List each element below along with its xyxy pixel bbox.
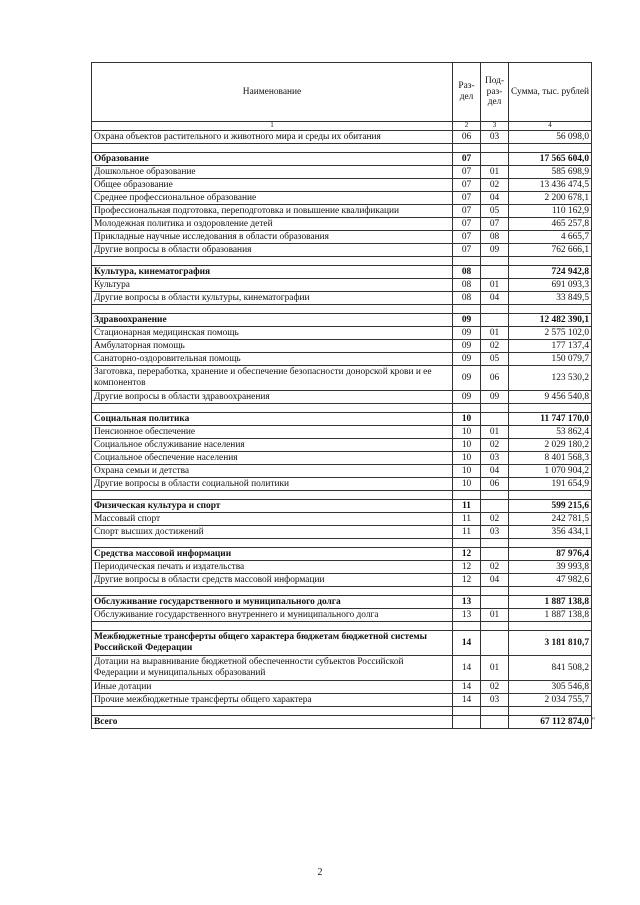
page-number: 2	[317, 867, 323, 878]
empty-cell	[92, 491, 453, 500]
empty-cell	[509, 144, 592, 153]
row-name: Другие вопросы в области культуры, кинематографии	[92, 292, 453, 305]
row-section-code: 09	[453, 340, 481, 353]
row-name: Культура, кинематография	[92, 266, 453, 279]
empty-cell	[92, 587, 453, 596]
empty-cell	[509, 539, 592, 548]
row-subsection-code	[481, 153, 509, 166]
spacer-row	[92, 491, 592, 500]
row-name: Здравоохранение	[92, 314, 453, 327]
row-subsection-code: 08	[481, 231, 509, 244]
section-row	[92, 314, 592, 327]
row-amount: 2 575 102,0	[509, 327, 592, 340]
row-name: Культура	[92, 279, 453, 292]
table-row	[92, 574, 592, 587]
row-section-code: 07	[453, 153, 481, 166]
column-number: 4	[509, 122, 592, 131]
row-subsection-code	[481, 500, 509, 513]
row-amount: 12 482 390,1	[509, 314, 592, 327]
row-name: Иные дотации	[92, 681, 453, 694]
row-subsection-code	[481, 314, 509, 327]
section-row	[92, 153, 592, 166]
spacer-row	[92, 539, 592, 548]
empty-cell	[453, 587, 481, 596]
row-amount: 762 666,1	[509, 244, 592, 257]
table-row	[92, 452, 592, 465]
column-number: 1	[92, 122, 453, 131]
section-row	[92, 500, 592, 513]
table-row	[92, 526, 592, 539]
empty-cell	[92, 144, 453, 153]
row-name: Прочие межбюджетные трансферты общего характера	[92, 694, 453, 707]
row-section-code: 11	[453, 500, 481, 513]
empty-cell	[453, 404, 481, 413]
row-name: Заготовка, переработка, хранение и обеспечение безопасности донорской крови и ее компонентов	[92, 366, 453, 391]
header-row	[92, 63, 592, 122]
row-name: Охрана семьи и детства	[92, 465, 453, 478]
table-row	[92, 353, 592, 366]
row-amount: 177 137,4	[509, 340, 592, 353]
table-row	[92, 166, 592, 179]
row-section-code: 14	[453, 694, 481, 707]
row-amount: 11 747 170,0	[509, 413, 592, 426]
empty-cell	[481, 539, 509, 548]
row-name: Дошкольное образование	[92, 166, 453, 179]
row-subsection-code: 04	[481, 465, 509, 478]
row-section-code: 13	[453, 609, 481, 622]
row-section-code: 12	[453, 574, 481, 587]
table-row	[92, 366, 592, 391]
empty-cell	[453, 144, 481, 153]
row-amount: 1 887 138,8	[509, 609, 592, 622]
row-section-code: 12	[453, 548, 481, 561]
row-section-code: 10	[453, 439, 481, 452]
row-amount: 13 436 474,5	[509, 179, 592, 192]
row-name: Среднее профессиональное образование	[92, 192, 453, 205]
row-amount: 87 976,4	[509, 548, 592, 561]
table-row	[92, 694, 592, 707]
table-row	[92, 244, 592, 257]
row-section-code: 13	[453, 596, 481, 609]
row-amount: 47 982,6	[509, 574, 592, 587]
row-subsection-code: 04	[481, 292, 509, 305]
empty-cell	[92, 539, 453, 548]
empty-cell	[92, 707, 453, 716]
row-subsection-code: 02	[481, 179, 509, 192]
row-section-code: 10	[453, 452, 481, 465]
row-amount: 56 098,0	[509, 131, 592, 144]
spacer-row	[92, 144, 592, 153]
table-row	[92, 231, 592, 244]
row-name: Спорт высших достижений	[92, 526, 453, 539]
empty-cell	[92, 305, 453, 314]
empty-cell	[481, 707, 509, 716]
row-amount: 150 079,7	[509, 353, 592, 366]
empty-cell	[481, 491, 509, 500]
table-row	[92, 465, 592, 478]
row-subsection-code: 05	[481, 205, 509, 218]
row-section-code: 14	[453, 656, 481, 681]
row-section-code	[453, 716, 481, 729]
row-name: Образование	[92, 153, 453, 166]
empty-cell	[509, 491, 592, 500]
empty-cell	[481, 587, 509, 596]
column-number: 3	[481, 122, 509, 131]
row-name: Другие вопросы в области социальной политики	[92, 478, 453, 491]
row-subsection-code: 03	[481, 452, 509, 465]
row-name: Всего	[92, 716, 453, 729]
row-name: Санаторно-оздоровительная помощь	[92, 353, 453, 366]
table-row	[92, 513, 592, 526]
empty-cell	[481, 144, 509, 153]
row-subsection-code: 04	[481, 574, 509, 587]
row-subsection-code: 03	[481, 694, 509, 707]
row-subsection-code: 01	[481, 609, 509, 622]
table-row	[92, 426, 592, 439]
row-name: Охрана объектов растительного и животного мира и среды их обитания	[92, 131, 453, 144]
row-subsection-code: 07	[481, 218, 509, 231]
row-section-code: 11	[453, 526, 481, 539]
row-amount: 465 257,8	[509, 218, 592, 231]
section-row	[92, 548, 592, 561]
empty-cell	[509, 305, 592, 314]
empty-cell	[509, 587, 592, 596]
row-name: Дотации на выравнивание бюджетной обеспеченности субъектов Российской Федерации и муниципальных образований	[92, 656, 453, 681]
row-section-code: 09	[453, 327, 481, 340]
budget-table	[91, 62, 595, 729]
row-section-code: 08	[453, 279, 481, 292]
empty-cell	[509, 404, 592, 413]
row-amount: 191 654,9	[509, 478, 592, 491]
row-amount: 2 200 678,1	[509, 192, 592, 205]
row-section-code: 09	[453, 366, 481, 391]
row-subsection-code: 06	[481, 478, 509, 491]
section-row	[92, 266, 592, 279]
row-name: Физическая культура и спорт	[92, 500, 453, 513]
row-amount: 841 508,2	[509, 656, 592, 681]
row-name: Профессиональная подготовка, переподготовка и повышение квалификации	[92, 205, 453, 218]
row-section-code: 14	[453, 681, 481, 694]
row-name: Другие вопросы в области образования	[92, 244, 453, 257]
table-row	[92, 179, 592, 192]
row-section-code: 07	[453, 166, 481, 179]
spacer-row	[92, 404, 592, 413]
row-name: Пенсионное обеспечение	[92, 426, 453, 439]
empty-cell	[453, 491, 481, 500]
table-row	[92, 656, 592, 681]
table-row	[92, 609, 592, 622]
row-name: Молодежная политика и оздоровление детей	[92, 218, 453, 231]
table-row	[92, 192, 592, 205]
budget-table-body	[92, 63, 595, 729]
row-subsection-code	[481, 548, 509, 561]
empty-cell	[481, 622, 509, 631]
row-name: Социальное обеспечение населения	[92, 452, 453, 465]
empty-cell	[509, 622, 592, 631]
row-amount: 585 698,9	[509, 166, 592, 179]
row-section-code: 06	[453, 131, 481, 144]
row-name: Массовый спорт	[92, 513, 453, 526]
row-amount: 2 029 180,2	[509, 439, 592, 452]
empty-cell	[92, 257, 453, 266]
row-amount: 1 070 904,2	[509, 465, 592, 478]
table-row	[92, 327, 592, 340]
row-subsection-code: 02	[481, 681, 509, 694]
empty-cell	[453, 707, 481, 716]
row-section-code: 12	[453, 561, 481, 574]
row-amount: 724 942,8	[509, 266, 592, 279]
table-row	[92, 391, 592, 404]
row-name: Социальная политика	[92, 413, 453, 426]
row-amount: 123 530,2	[509, 366, 592, 391]
row-amount: 1 887 138,8	[509, 596, 592, 609]
table-row	[92, 561, 592, 574]
row-subsection-code: 02	[481, 439, 509, 452]
row-subsection-code: 02	[481, 340, 509, 353]
row-amount: 9 456 540,8	[509, 391, 592, 404]
row-amount: 242 781,5	[509, 513, 592, 526]
row-subsection-code: 01	[481, 656, 509, 681]
row-amount: 8 401 568,3	[509, 452, 592, 465]
row-name: Амбулаторная помощь	[92, 340, 453, 353]
row-amount: 305 546,8	[509, 681, 592, 694]
row-subsection-code: 06	[481, 366, 509, 391]
row-subsection-code: 05	[481, 353, 509, 366]
row-subsection-code: 09	[481, 244, 509, 257]
table-row	[92, 131, 592, 144]
column-number-row	[92, 122, 592, 131]
row-subsection-code: 01	[481, 426, 509, 439]
table-row	[92, 279, 592, 292]
empty-cell	[481, 404, 509, 413]
row-section-code: 09	[453, 391, 481, 404]
row-amount: 599 215,6	[509, 500, 592, 513]
row-amount: 33 849,5	[509, 292, 592, 305]
row-name: Периодическая печать и издательства	[92, 561, 453, 574]
row-section-code: 07	[453, 218, 481, 231]
row-subsection-code: 03	[481, 131, 509, 144]
empty-cell	[92, 622, 453, 631]
row-subsection-code	[481, 596, 509, 609]
spacer-row	[92, 587, 592, 596]
empty-cell	[453, 257, 481, 266]
table-row	[92, 218, 592, 231]
row-subsection-code: 02	[481, 513, 509, 526]
row-amount: 39 993,8	[509, 561, 592, 574]
row-name: Общее образование	[92, 179, 453, 192]
row-amount: 4 665,7	[509, 231, 592, 244]
column-number: 2	[453, 122, 481, 131]
header-section: Раз-дел	[453, 63, 481, 122]
row-section-code: 07	[453, 192, 481, 205]
empty-cell	[509, 257, 592, 266]
table-row	[92, 681, 592, 694]
row-name: Прикладные научные исследования в области образования	[92, 231, 453, 244]
row-section-code: 07	[453, 205, 481, 218]
empty-cell	[509, 707, 592, 716]
row-section-code: 11	[453, 513, 481, 526]
row-section-code: 10	[453, 413, 481, 426]
empty-cell	[92, 404, 453, 413]
row-name: Обслуживание государственного внутреннего и муниципального долга	[92, 609, 453, 622]
row-section-code: 09	[453, 314, 481, 327]
header-name: Наименование	[92, 63, 453, 122]
row-section-code: 07	[453, 244, 481, 257]
row-name: Межбюджетные трансферты общего характера бюджетам бюджетной системы Российской Федерации	[92, 631, 453, 656]
row-section-code: 14	[453, 631, 481, 656]
row-section-code: 10	[453, 426, 481, 439]
row-amount: 691 093,3	[509, 279, 592, 292]
row-section-code: 09	[453, 353, 481, 366]
row-subsection-code: 01	[481, 279, 509, 292]
empty-cell	[453, 539, 481, 548]
row-name: Другие вопросы в области здравоохранения	[92, 391, 453, 404]
header-amount: Сумма, тыс. рублей	[509, 63, 592, 122]
table-row	[92, 439, 592, 452]
closing-quote-mark: "	[591, 716, 595, 725]
row-section-code: 08	[453, 266, 481, 279]
row-section-code: 07	[453, 231, 481, 244]
empty-cell	[453, 622, 481, 631]
empty-cell	[453, 305, 481, 314]
row-subsection-code: 09	[481, 391, 509, 404]
total-row	[92, 716, 592, 729]
row-name: Стационарная медицинская помощь	[92, 327, 453, 340]
table-row	[92, 478, 592, 491]
row-section-code: 10	[453, 478, 481, 491]
section-row	[92, 596, 592, 609]
row-subsection-code: 03	[481, 526, 509, 539]
row-subsection-code: 01	[481, 327, 509, 340]
spacer-row	[92, 622, 592, 631]
section-row	[92, 413, 592, 426]
empty-cell	[481, 257, 509, 266]
row-subsection-code	[481, 631, 509, 656]
row-amount: 3 181 810,7	[509, 631, 592, 656]
row-section-code: 10	[453, 465, 481, 478]
row-subsection-code: 02	[481, 561, 509, 574]
empty-cell	[481, 305, 509, 314]
row-name: Средства массовой информации	[92, 548, 453, 561]
row-amount: 17 565 604,0	[509, 153, 592, 166]
row-subsection-code	[481, 266, 509, 279]
row-amount: 2 034 755,7	[509, 694, 592, 707]
row-subsection-code	[481, 716, 509, 729]
row-section-code: 08	[453, 292, 481, 305]
row-amount: 356 434,1	[509, 526, 592, 539]
spacer-row	[92, 305, 592, 314]
row-section-code: 07	[453, 179, 481, 192]
row-amount: 67 112 874,0 "	[509, 716, 592, 729]
section-row	[92, 631, 592, 656]
row-name: Обслуживание государственного и муниципального долга	[92, 596, 453, 609]
spacer-row	[92, 707, 592, 716]
table-row	[92, 292, 592, 305]
row-amount: 110 162,9	[509, 205, 592, 218]
row-name: Другие вопросы в области средств массовой информации	[92, 574, 453, 587]
table-row	[92, 340, 592, 353]
row-name: Социальное обслуживание населения	[92, 439, 453, 452]
row-subsection-code: 04	[481, 192, 509, 205]
row-subsection-code: 01	[481, 166, 509, 179]
spacer-row	[92, 257, 592, 266]
row-subsection-code	[481, 413, 509, 426]
row-amount: 53 862,4	[509, 426, 592, 439]
table-row	[92, 205, 592, 218]
header-subsection: Под-раз-дел	[481, 63, 509, 122]
